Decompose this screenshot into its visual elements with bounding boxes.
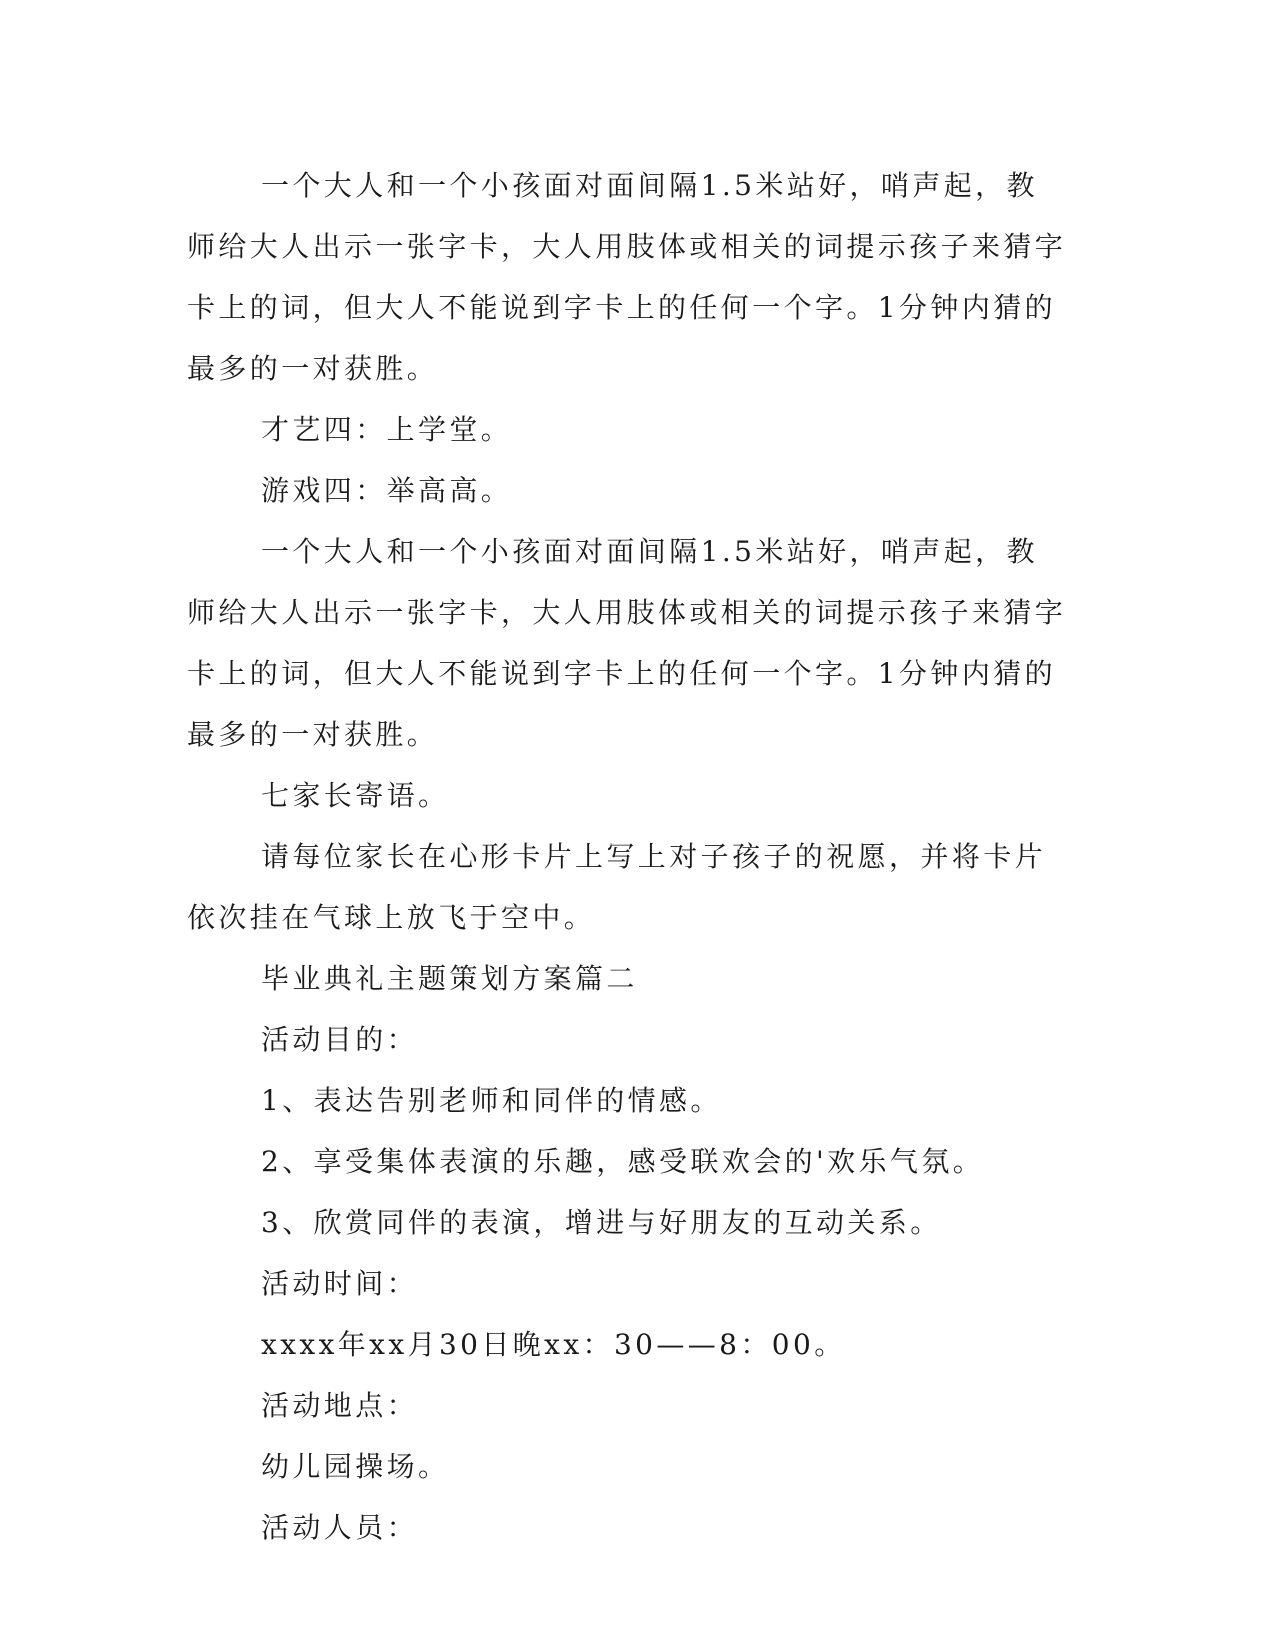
list-item-purpose-3: 3、欣赏同伴的表演，增进与好朋友的互动关系。 [261, 1206, 942, 1239]
paragraph-game-rules-2: 一个大人和一个小孩面对面间隔1.5米站好，哨声起，教师给大人出示一张字卡，大人用肢体或相关的词提示孩子来猜字卡上的词，但大人不能说到字卡上的任何一个字。1分钟内猜的最多的一对获胜。 [187, 535, 1067, 751]
list-item-purpose-1: 1、表达告别老师和同伴的情感。 [261, 1084, 722, 1117]
label-activity-purpose: 活动目的： [261, 1023, 419, 1056]
document-body [187, 155, 1067, 1558]
section-heading-plan-two: 毕业典礼主题策划方案篇二 [261, 962, 638, 995]
paragraph-game-rules-1: 一个大人和一个小孩面对面间隔1.5米站好，哨声起，教师给大人出示一张字卡，大人用肢体或相关的词提示孩子来猜字卡上的词，但大人不能说到字卡上的任何一个字。1分钟内猜的最多的一对获胜。 [187, 169, 1067, 385]
paragraph-parent-message: 请每位家长在心形卡片上写上对子孩子的祝愿，并将卡片依次挂在气球上放飞于空中。 [187, 840, 1047, 934]
value-activity-time: xxxx年xx月30日晚xx：30——8：00。 [261, 1328, 846, 1361]
paragraph-parent-message-heading: 七家长寄语。 [261, 779, 450, 812]
value-activity-location: 幼儿园操场。 [261, 1450, 450, 1483]
list-item-purpose-2: 2、享受集体表演的乐趣，感受联欢会的'欢乐气氛。 [261, 1145, 985, 1178]
label-activity-participants: 活动人员： [261, 1511, 419, 1544]
label-activity-time: 活动时间： [261, 1267, 419, 1300]
label-activity-location: 活动地点： [261, 1389, 419, 1422]
paragraph-game-four: 游戏四：举高高。 [261, 474, 513, 507]
paragraph-talent-four: 才艺四：上学堂。 [261, 413, 513, 446]
